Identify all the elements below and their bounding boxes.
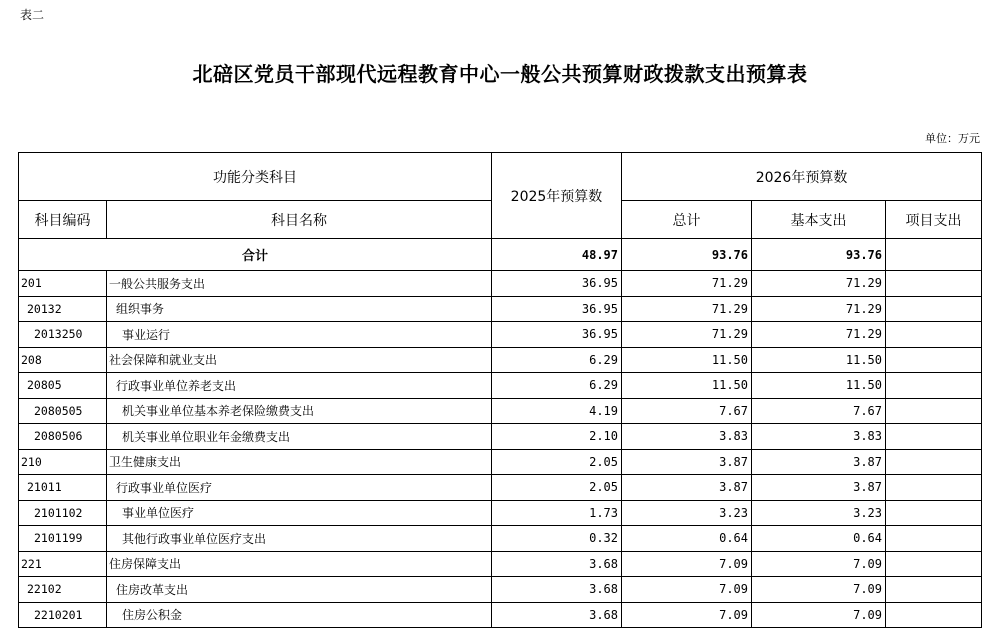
row-total: 71.29 [622,271,752,297]
row-total: 3.23 [622,500,752,526]
total-row [19,239,982,271]
row-basic: 7.09 [752,577,886,603]
row-name: 机关事业单位基本养老保险缴费支出 [107,398,492,424]
unit-label: 单位：万元 [925,132,980,145]
row-name: 卫生健康支出 [107,449,492,475]
row-code: 2013250 [19,322,107,348]
row-basic: 71.29 [752,296,886,322]
row-name: 机关事业单位职业年金缴费支出 [107,424,492,450]
row-total: 3.87 [622,449,752,475]
table-row [19,398,982,424]
row-project [886,449,982,475]
row-basic: 7.67 [752,398,886,424]
row-project [886,296,982,322]
row-code: 22102 [19,577,107,603]
row-total: 3.87 [622,475,752,501]
header-subject-name: 科目名称 [107,201,492,239]
row-project [886,526,982,552]
table-row [19,296,982,322]
row-total: 7.67 [622,398,752,424]
row-code: 20132 [19,296,107,322]
row-name: 住房保障支出 [107,551,492,577]
table-row [19,347,982,373]
table-row [19,526,982,552]
row-total: 71.29 [622,322,752,348]
header-budget-2025: 2025年预算数 [492,153,622,239]
table-row [19,577,982,603]
row-budget-2025: 3.68 [492,551,622,577]
row-name: 行政事业单位医疗 [107,475,492,501]
row-code: 20805 [19,373,107,399]
table-row [19,551,982,577]
header-subject-code: 科目编码 [19,201,107,239]
page-title: 北碚区党员干部现代远程教育中心一般公共预算财政拨款支出预算表 [192,62,808,86]
row-project [886,551,982,577]
row-budget-2025: 2.05 [492,449,622,475]
row-code: 2080505 [19,398,107,424]
row-basic: 71.29 [752,322,886,348]
table-row [19,475,982,501]
row-code: 2101102 [19,500,107,526]
row-code: 2101199 [19,526,107,552]
row-name: 其他行政事业单位医疗支出 [107,526,492,552]
total-project [886,239,982,271]
row-name: 组织事务 [107,296,492,322]
total-budget-2025: 48.97 [492,239,622,271]
header-basic-expenditure: 基本支出 [752,201,886,239]
total-basic: 93.76 [752,239,886,271]
row-name: 事业运行 [107,322,492,348]
row-project [886,475,982,501]
row-project [886,398,982,424]
row-name: 住房改革支出 [107,577,492,603]
budget-table [18,152,982,628]
row-budget-2025: 3.68 [492,602,622,628]
row-basic: 71.29 [752,271,886,297]
row-basic: 7.09 [752,602,886,628]
row-basic: 0.64 [752,526,886,552]
row-code: 201 [19,271,107,297]
row-basic: 3.23 [752,500,886,526]
row-total: 11.50 [622,373,752,399]
row-basic: 3.87 [752,475,886,501]
total-label: 合计 [19,239,492,271]
row-basic: 3.87 [752,449,886,475]
row-project [886,347,982,373]
row-budget-2025: 36.95 [492,296,622,322]
row-total: 3.83 [622,424,752,450]
row-project [886,373,982,399]
row-basic: 3.83 [752,424,886,450]
row-name: 行政事业单位养老支出 [107,373,492,399]
row-code: 221 [19,551,107,577]
row-project [886,271,982,297]
header-functional-category: 功能分类科目 [19,153,492,201]
row-budget-2025: 6.29 [492,373,622,399]
header-total: 总计 [622,201,752,239]
row-basic: 7.09 [752,551,886,577]
table-row [19,373,982,399]
row-name: 一般公共服务支出 [107,271,492,297]
row-project [886,424,982,450]
row-code: 2080506 [19,424,107,450]
row-code: 210 [19,449,107,475]
row-total: 11.50 [622,347,752,373]
table-row [19,424,982,450]
row-basic: 11.50 [752,373,886,399]
row-code: 21011 [19,475,107,501]
row-name: 事业单位医疗 [107,500,492,526]
row-total: 0.64 [622,526,752,552]
row-budget-2025: 36.95 [492,322,622,348]
table-row [19,271,982,297]
row-budget-2025: 2.10 [492,424,622,450]
row-basic: 11.50 [752,347,886,373]
row-project [886,500,982,526]
row-budget-2025: 0.32 [492,526,622,552]
row-total: 7.09 [622,551,752,577]
table-label: 表二 [20,8,45,22]
row-total: 71.29 [622,296,752,322]
row-budget-2025: 36.95 [492,271,622,297]
row-total: 7.09 [622,602,752,628]
table-row [19,322,982,348]
row-code: 208 [19,347,107,373]
row-total: 7.09 [622,577,752,603]
row-name: 社会保障和就业支出 [107,347,492,373]
row-budget-2025: 6.29 [492,347,622,373]
row-project [886,577,982,603]
row-budget-2025: 2.05 [492,475,622,501]
row-budget-2025: 1.73 [492,500,622,526]
row-code: 2210201 [19,602,107,628]
row-budget-2025: 4.19 [492,398,622,424]
header-row-1 [19,153,982,201]
row-project [886,602,982,628]
header-budget-2026: 2026年预算数 [622,153,982,201]
table-row [19,602,982,628]
row-budget-2025: 3.68 [492,577,622,603]
table-row [19,500,982,526]
row-name: 住房公积金 [107,602,492,628]
header-project-expenditure: 项目支出 [886,201,982,239]
total-total: 93.76 [622,239,752,271]
table-row [19,449,982,475]
row-project [886,322,982,348]
